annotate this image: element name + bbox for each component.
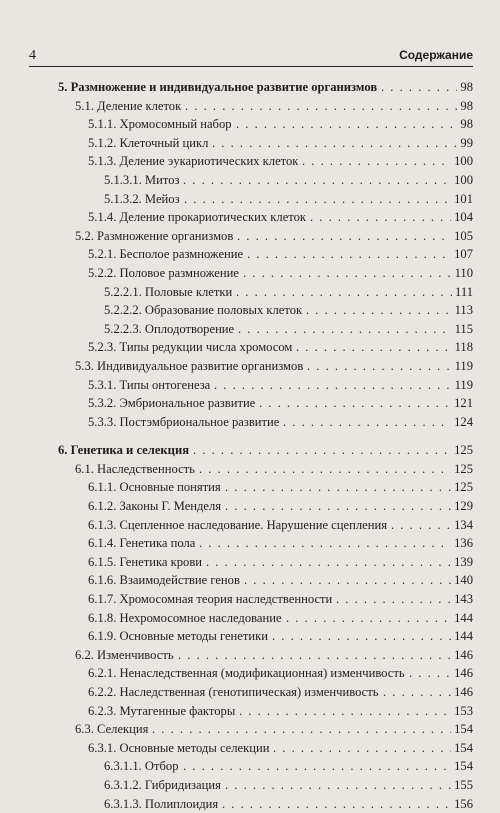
dot-leader [310, 208, 451, 227]
toc-entry-title: 6.3.1.3. Полиплоидия [104, 796, 219, 811]
toc-entry [0, 171, 500, 190]
toc-entry-title: 6.3. Селекция [75, 722, 149, 737]
toc-entry [0, 338, 500, 357]
toc-entry-title: 6.2.2. Наследственная (генотипическая) изменчивость [88, 685, 379, 699]
dot-leader [236, 115, 457, 134]
toc-entry [0, 394, 500, 413]
toc-entry-page: 99 [460, 135, 473, 150]
toc-entry [0, 190, 500, 209]
toc-entry-page: 111 [455, 284, 473, 299]
toc-entry-title: 6.3.1.2. Гибридизация [104, 777, 221, 792]
toc-entry-page: 143 [454, 592, 473, 607]
toc-entry [0, 376, 500, 395]
toc-entry-title: 6.1.4. Генетика пола [88, 536, 196, 551]
toc-entry-title: 5.1.3.2. Мейоз [104, 191, 180, 206]
toc-entry-title: 5.1.3. Деление эукариотических клеток [88, 154, 299, 169]
toc-entry [0, 152, 500, 171]
toc-entry [0, 441, 500, 460]
toc-entry-page: 140 [454, 573, 473, 588]
dot-leader [391, 516, 451, 535]
toc-entry-page: 100 [454, 154, 473, 169]
toc-entry-page: 113 [454, 303, 473, 318]
toc-entry-page: 115 [454, 321, 473, 336]
toc-entry-page: 107 [454, 247, 473, 262]
dot-leader [283, 413, 451, 432]
toc-entry-title: 6.1.2. Законы Г. Менделя [88, 499, 222, 514]
toc-entry-title: 6.1.1. Основные понятия [88, 480, 221, 495]
toc-entry [0, 478, 500, 497]
table-of-contents [0, 78, 500, 813]
toc-entry-page: 154 [454, 740, 473, 755]
dot-leader [259, 394, 451, 413]
dot-leader [183, 171, 451, 190]
toc-entry-title: 6.1.8. Нехромосомное наследование [88, 610, 282, 625]
toc-entry-title: 5.1. Деление клеток [75, 98, 182, 113]
toc-entry-page: 118 [454, 340, 473, 355]
toc-entry-page: 154 [454, 722, 473, 737]
toc-entry-page: 146 [454, 666, 473, 681]
dot-leader [409, 664, 451, 683]
toc-entry-title: 6.1.5. Генетика крови [88, 554, 203, 569]
toc-entry [0, 320, 500, 339]
toc-entry-page: 105 [454, 228, 473, 243]
dot-leader [183, 757, 451, 776]
toc-entry-title: 5.1.3.1. Митоз [104, 172, 180, 187]
toc-entry [0, 664, 500, 683]
toc-entry-page: 144 [454, 629, 473, 644]
toc-entry-page: 110 [454, 265, 473, 280]
dot-leader [178, 646, 451, 665]
toc-entry [0, 115, 500, 134]
dot-leader [236, 283, 452, 302]
page-header [29, 48, 473, 64]
dot-leader [199, 460, 451, 479]
toc-entry-title: 6.2.1. Ненаследственная (модификационная) изменчивость [88, 666, 405, 681]
toc-entry-title: 5.3.1. Типы онтогенеза [88, 377, 211, 392]
toc-entry-page: 134 [454, 517, 473, 532]
toc-entry [0, 590, 500, 609]
toc-entry-title: 5.2.2.3. Оплодотворение [104, 321, 235, 336]
toc-entry-page: 119 [454, 377, 473, 392]
toc-entry-page: 136 [454, 536, 473, 551]
toc-entry-title: 5.2.1. Бесполое размножение [88, 247, 244, 262]
toc-entry-title: 5.2.2.2. Образование половых клеток [104, 303, 303, 318]
toc-entry-title: 6.1.6. Взаимодействие генов [88, 573, 240, 588]
dot-leader [212, 134, 457, 153]
dot-leader [152, 720, 451, 739]
dot-leader [237, 227, 451, 246]
toc-entry-page: 146 [454, 647, 473, 662]
toc-entry [0, 683, 500, 702]
dot-leader [238, 320, 452, 339]
toc-entry [0, 627, 500, 646]
toc-entry-title: 6.3.1. Основные методы селекции [88, 740, 270, 755]
toc-entry-page: 124 [454, 414, 473, 429]
toc-entry [0, 795, 500, 813]
header-rule [29, 66, 473, 67]
dot-leader [222, 795, 451, 813]
toc-entry-page: 101 [454, 191, 473, 206]
toc-entry-title: 6. Генетика и селекция [58, 443, 190, 458]
toc-entry-page: 125 [454, 480, 473, 495]
dot-leader [247, 245, 451, 264]
toc-entry [0, 739, 500, 758]
dot-leader [185, 97, 457, 116]
toc-entry-title: 5.2.2.1. Половые клетки [104, 284, 233, 299]
toc-entry [0, 283, 500, 302]
toc-entry [0, 227, 500, 246]
dot-leader [273, 739, 451, 758]
running-head: Содержание [399, 48, 473, 62]
toc-entry-title: 6.1.9. Основные методы генетики [88, 629, 268, 644]
dot-leader [381, 78, 457, 97]
toc-entry [0, 553, 500, 572]
toc-entry-page: 144 [454, 610, 473, 625]
toc-entry-page: 100 [454, 172, 473, 187]
toc-entry-page: 104 [454, 210, 473, 225]
toc-entry [0, 516, 500, 535]
toc-entry [0, 609, 500, 628]
toc-entry [0, 757, 500, 776]
toc-entry-title: 5.1.2. Клеточный цикл [88, 135, 209, 150]
toc-entry-title: 6.2.3. Мутагенные факторы [88, 703, 236, 718]
toc-entry [0, 646, 500, 665]
dot-leader [307, 357, 452, 376]
toc-entry-title: 5.3. Индивидуальное развитие организмов [75, 358, 304, 373]
toc-entry [0, 97, 500, 116]
toc-entry-title: 5.2.2. Половое размножение [88, 265, 239, 280]
dot-leader [225, 478, 451, 497]
toc-entry-title: 6.1.7. Хромосомная теория наследственности [88, 592, 333, 607]
dot-leader [286, 609, 451, 628]
dot-leader [243, 264, 452, 283]
toc-entry [0, 301, 500, 320]
toc-entry [0, 571, 500, 590]
dot-leader [306, 301, 452, 320]
toc-entry-page: 155 [454, 777, 473, 792]
toc-entry-title: 5.3.2. Эмбриональное развитие [88, 396, 256, 411]
toc-entry [0, 534, 500, 553]
dot-leader [225, 497, 451, 516]
toc-entry-title: 6.1.3. Сцепленное наследование. Нарушение сцепления [88, 517, 387, 532]
toc-entry-page: 121 [454, 396, 473, 411]
dot-leader [244, 571, 451, 590]
toc-entry [0, 460, 500, 479]
toc-entry-page: 125 [454, 461, 473, 476]
toc-entry-page: 98 [460, 80, 473, 94]
toc-entry [0, 78, 500, 97]
toc-entry [0, 134, 500, 153]
toc-entry-page: 156 [454, 796, 473, 811]
toc-entry-page: 98 [460, 117, 473, 132]
toc-entry-page: 125 [454, 443, 473, 458]
toc-entry-title: 6.2. Изменчивость [75, 647, 174, 662]
toc-entry-title: 5. Размножение и индивидуальное развитие организмов [58, 80, 378, 94]
toc-entry [0, 245, 500, 264]
dot-leader [184, 190, 451, 209]
toc-entry [0, 497, 500, 516]
toc-entry-page: 146 [454, 685, 473, 699]
toc-entry-page: 139 [454, 554, 473, 569]
toc-entry-page: 153 [454, 703, 473, 718]
toc-entry [0, 776, 500, 795]
toc-entry-title: 5.2. Размножение организмов [75, 228, 234, 243]
toc-entry [0, 357, 500, 376]
dot-leader [336, 590, 451, 609]
dot-leader [272, 627, 451, 646]
toc-entry-title: 6.3.1.1. Отбор [104, 759, 179, 774]
dot-leader [206, 553, 451, 572]
toc-entry-title: 5.1.4. Деление прокариотических клеток [88, 210, 307, 225]
dot-leader [225, 776, 451, 795]
dot-leader [193, 441, 451, 460]
toc-entry-page: 98 [460, 98, 473, 113]
dot-leader [199, 534, 451, 553]
toc-entry [0, 720, 500, 739]
toc-entry [0, 264, 500, 283]
toc-entry-page: 154 [454, 759, 473, 774]
dot-leader [214, 376, 452, 395]
toc-entry [0, 702, 500, 721]
dot-leader [302, 152, 451, 171]
toc-entry [0, 208, 500, 227]
toc-entry-title: 6.1. Наследственность [75, 461, 195, 476]
toc-entry [0, 413, 500, 432]
dot-leader [239, 702, 451, 721]
dot-leader [383, 683, 451, 702]
toc-entry-title: 5.3.3. Постэмбриональное развитие [88, 414, 280, 429]
dot-leader [296, 338, 452, 357]
toc-entry-page: 129 [454, 499, 473, 514]
toc-entry-title: 5.1.1. Хромосомный набор [88, 117, 232, 132]
page-number: 4 [29, 48, 36, 63]
toc-entry-page: 119 [454, 358, 473, 373]
toc-entry-title: 5.2.3. Типы редукции числа хромосом [88, 340, 293, 355]
